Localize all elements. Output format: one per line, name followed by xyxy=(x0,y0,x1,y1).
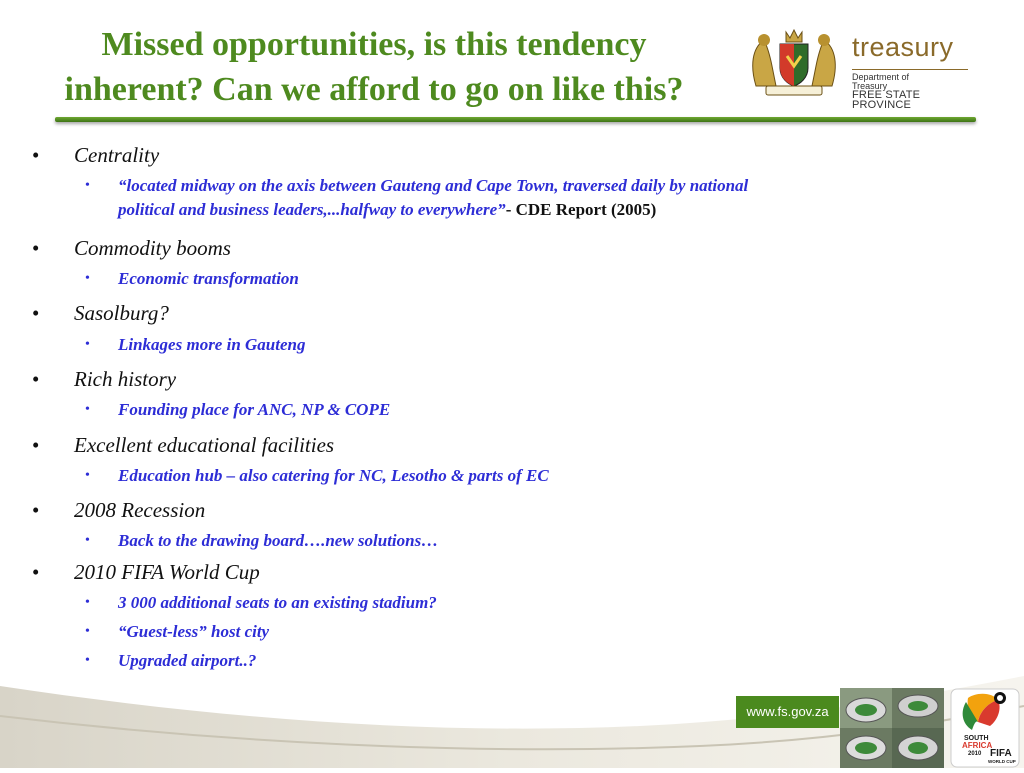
sub-bullet-dot: • xyxy=(85,178,90,193)
fifa-line-1: SOUTH xyxy=(964,735,989,742)
sub-bullet xyxy=(85,333,968,357)
title-divider xyxy=(55,117,976,122)
sub-bullet-text: Back to the drawing board….new solutions… xyxy=(118,531,439,550)
sub-bullet-dot: • xyxy=(85,595,90,610)
sub-bullet-dot: • xyxy=(85,468,90,483)
sub-bullet xyxy=(85,464,968,488)
bullet-label: Centrality xyxy=(74,143,160,167)
sub-bullet-text: “located midway on the axis between Gauteng and Cape Town, traversed daily by national xyxy=(118,176,749,195)
bullet-label: Sasolburg? xyxy=(74,301,169,325)
sub-bullet-dot: • xyxy=(85,624,90,639)
coat-of-arms-icon xyxy=(742,26,846,98)
bullet-label: 2010 FIFA World Cup xyxy=(74,560,260,584)
treasury-wordmark: treasury xyxy=(852,32,954,62)
bullet-rich-history xyxy=(32,367,177,391)
sub-bullet xyxy=(85,529,968,553)
sub-bullet xyxy=(85,591,968,615)
fifa-line-2: AFRICA xyxy=(962,741,993,750)
bullet-dot: • xyxy=(32,560,40,584)
sub-bullet-text: Linkages more in Gauteng xyxy=(118,335,306,354)
bullet-centrality xyxy=(32,143,160,167)
fifa-brand: FIFA xyxy=(990,748,1012,759)
bullet-educational-facilities xyxy=(32,433,335,457)
fifa-year: 2010 xyxy=(968,751,982,757)
source-citation: - CDE Report (2005) xyxy=(505,200,657,219)
dept-line-2: Treasury xyxy=(852,81,888,91)
sub-bullet xyxy=(85,398,968,422)
fifa-sub: WORLD CUP xyxy=(988,759,1016,764)
fifa-world-cup-logo xyxy=(950,688,1020,768)
slide-title-line-2: inherent? Can we afford to go on like this? xyxy=(64,71,684,108)
bullet-world-cup xyxy=(32,560,260,584)
sub-bullet-text: political and business leaders,...halfway to everywhere” xyxy=(118,200,506,219)
sub-bullet-dot: • xyxy=(85,402,90,417)
bullet-dot: • xyxy=(32,143,40,167)
sub-bullet-text: Founding place for ANC, NP & COPE xyxy=(118,400,391,419)
bullet-dot: • xyxy=(32,301,40,325)
bullet-label: 2008 Recession xyxy=(74,498,206,522)
bullet-commodity-booms xyxy=(32,236,231,260)
stadium-photo xyxy=(840,688,944,768)
sub-bullet xyxy=(85,649,968,673)
sub-bullet xyxy=(85,620,968,644)
dept-line-1: Department of xyxy=(852,72,910,82)
sub-bullet-text: 3 000 additional seats to an existing stadium? xyxy=(118,593,437,612)
bullet-label: Commodity booms xyxy=(74,236,231,260)
sub-bullet xyxy=(85,267,968,291)
bullet-sasolburg xyxy=(32,301,169,325)
bullet-dot: • xyxy=(32,433,40,457)
sub-bullet-text: Economic transformation xyxy=(118,269,299,288)
slide-title xyxy=(18,22,730,112)
bullet-dot: • xyxy=(32,367,40,391)
sub-bullet-dot: • xyxy=(85,653,90,668)
sub-bullet-dot: • xyxy=(85,533,90,548)
sub-bullet-dot: • xyxy=(85,271,90,286)
sub-bullet-text: “Guest-less” host city xyxy=(118,622,270,641)
bullet-label: Excellent educational facilities xyxy=(74,433,335,457)
treasury-logo xyxy=(742,26,982,111)
bullet-dot: • xyxy=(32,498,40,522)
sub-bullet xyxy=(85,174,968,222)
bullet-recession xyxy=(32,498,206,522)
sub-bullet-text: Upgraded airport..? xyxy=(118,651,257,670)
sub-bullet-text: Education hub – also catering for NC, Lesotho & parts of EC xyxy=(118,466,549,485)
province-label: FREE STATE PROVINCE xyxy=(852,89,921,111)
logo-rule xyxy=(852,69,968,70)
slide-title-line-1: Missed opportunities, is this tendency xyxy=(101,26,647,63)
world-cup-emblem-icon xyxy=(950,688,1020,768)
bullet-label: Rich history xyxy=(74,367,177,391)
bullet-dot: • xyxy=(32,236,40,260)
website-link[interactable]: www.fs.gov.za xyxy=(736,696,839,728)
sub-bullet-dot: • xyxy=(85,337,90,352)
